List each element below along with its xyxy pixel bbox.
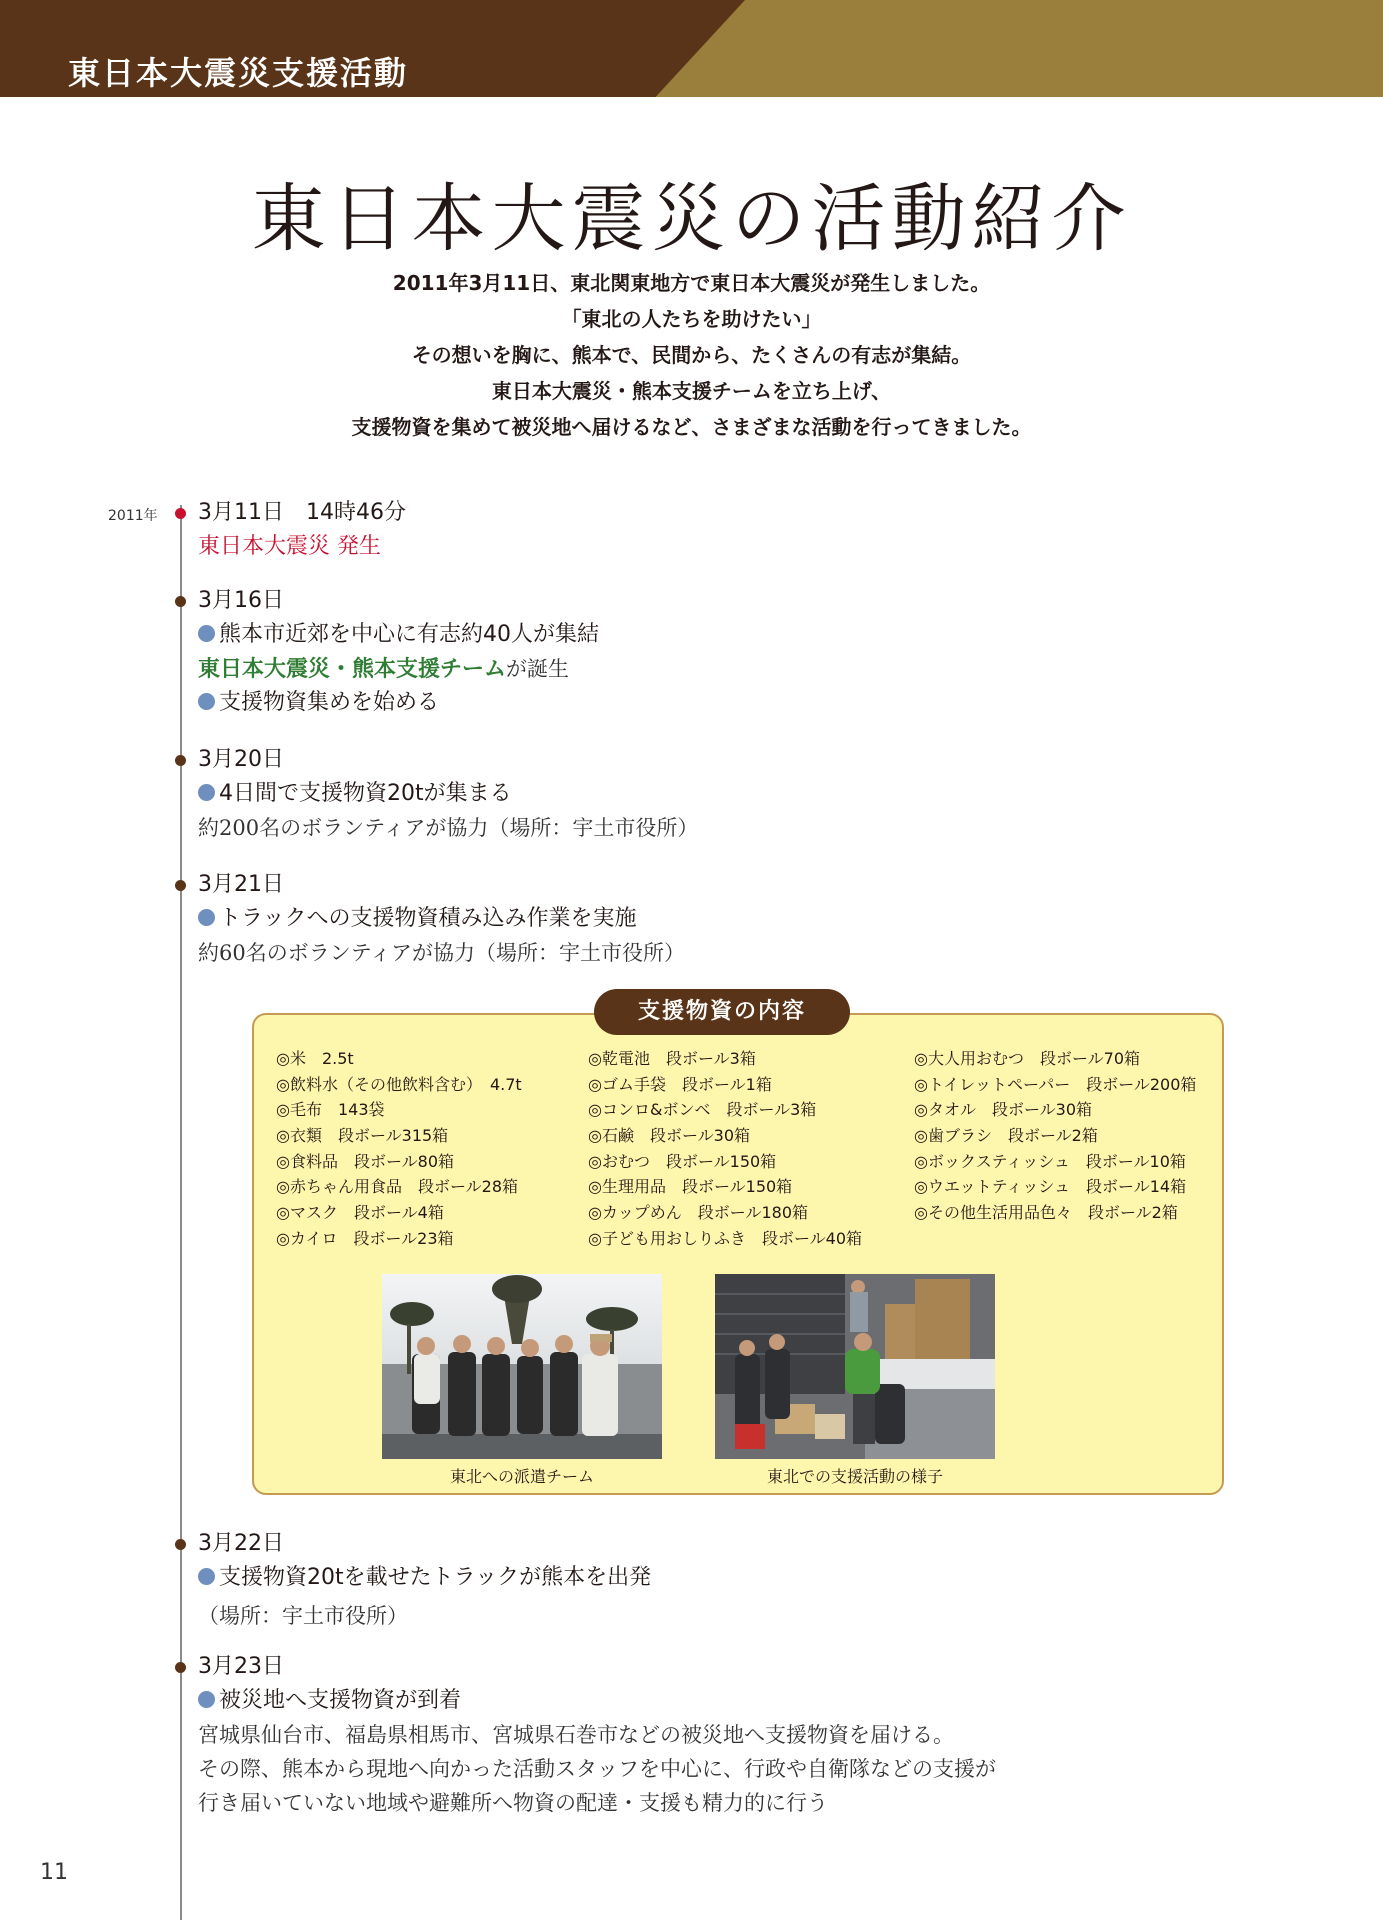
team-photo xyxy=(382,1274,662,1459)
event-date: 3月11日 14時46分 xyxy=(198,500,406,525)
supply-item: ◎大人用おむつ 段ボール70箱 xyxy=(914,1049,1141,1068)
supply-item: ◎子ども用おしりふき 段ボール40箱 xyxy=(588,1228,863,1248)
bullet-icon xyxy=(198,625,215,642)
event-note: 行き届いていない地域や避難所へ物資の配達・支援も精力的に行う xyxy=(198,1791,828,1815)
photo-caption: 東北での支援活動の様子 xyxy=(766,1467,943,1486)
event-note: （場所：宇土市役所） xyxy=(198,1604,408,1628)
event-note: 約200名のボランティアが協力（場所：宇土市役所） xyxy=(198,816,699,840)
supplies-column-2 xyxy=(588,1046,862,1252)
timeline-line xyxy=(180,505,182,1920)
intro-line: 2011年3月11日、東北関東地方で東日本大震災が発生しました。 xyxy=(392,271,991,295)
supply-item: ◎マスク 段ボール4箱 xyxy=(276,1203,444,1223)
bullet-icon xyxy=(198,909,215,926)
intro-line: 支援物資を集めて被災地へ届けるなど、さまざまな活動を行ってきました。 xyxy=(351,415,1032,439)
bullet-icon xyxy=(198,1691,215,1708)
supply-item: ◎毛布 143袋 xyxy=(276,1100,385,1120)
supplies-column-1 xyxy=(276,1046,522,1252)
bullet-icon xyxy=(198,784,215,801)
supply-item: ◎タオル 段ボール30箱 xyxy=(914,1100,1093,1120)
supply-item: ◎ウエットティッシュ 段ボール14箱 xyxy=(914,1177,1187,1197)
event-date: 3月21日 xyxy=(198,872,284,897)
supply-item: ◎乾電池 段ボール3箱 xyxy=(588,1049,756,1068)
event-note: 宮城県仙台市、福島県相馬市、宮城県石巻市などの被災地へ支援物資を届ける。 xyxy=(198,1723,954,1747)
intro-line: 「東北の人たちを助けたい」 xyxy=(561,307,822,331)
supply-item: ◎赤ちゃん用食品 段ボール28箱 xyxy=(276,1177,519,1197)
event-date: 3月22日 xyxy=(198,1531,284,1556)
intro-text xyxy=(0,265,1383,445)
event-item: 被災地へ支援物資が到着 xyxy=(198,1684,996,1718)
supply-item: ◎ゴム手袋 段ボール1箱 xyxy=(588,1074,772,1094)
intro-line: 東日本大震災・熊本支援チームを立ち上げ、 xyxy=(491,379,892,403)
supply-item: ◎おむつ 段ボール150箱 xyxy=(588,1151,777,1171)
timeline-dot xyxy=(175,508,186,519)
supply-item: ◎食料品 段ボール80箱 xyxy=(276,1151,455,1171)
section-title: 東日本大震災支援活動 xyxy=(68,54,409,92)
photo-caption: 東北への派遣チーム xyxy=(449,1467,594,1486)
timeline-dot xyxy=(175,1662,186,1673)
intro-line: その想いを胸に、熊本で、民間から、たくさんの有志が集結。 xyxy=(411,343,972,367)
timeline-dot xyxy=(175,1539,186,1550)
supply-item: ◎ボックスティッシュ 段ボール10箱 xyxy=(914,1151,1186,1171)
event-0311 xyxy=(198,496,406,564)
event-item: 支援物資20tを載せたトラックが熊本を出発 xyxy=(198,1561,651,1595)
bullet-icon xyxy=(198,693,215,710)
event-headline: 東日本大震災 発生 xyxy=(198,534,381,559)
event-date: 3月23日 xyxy=(198,1654,284,1679)
timeline-dot xyxy=(175,755,186,766)
event-item: トラックへの支援物資積み込み作業を実施 xyxy=(198,902,685,936)
event-note: 約60名のボランティアが協力（場所：宇土市役所） xyxy=(198,941,686,965)
supply-item: ◎トイレットペーパー 段ボール200箱 xyxy=(914,1074,1197,1094)
supply-item: ◎石鹸 段ボール30箱 xyxy=(588,1126,751,1146)
supply-item: ◎米 2.5t xyxy=(276,1049,354,1068)
bullet-icon xyxy=(198,1568,215,1585)
supply-item: ◎コンロ&ボンベ 段ボール3箱 xyxy=(588,1100,817,1120)
event-0316 xyxy=(198,584,599,720)
team-line: 東日本大震災・熊本支援チームが誕生 xyxy=(198,657,570,682)
supplies-column-3 xyxy=(914,1046,1196,1226)
supply-item: ◎カップめん 段ボール180箱 xyxy=(588,1203,809,1223)
event-0320 xyxy=(198,743,698,845)
supply-item: ◎その他生活用品色々 段ボール2箱 xyxy=(914,1203,1178,1223)
event-0323 xyxy=(198,1650,996,1820)
page-number: 11 xyxy=(40,1860,68,1885)
supply-item: ◎カイロ 段ボール23箱 xyxy=(276,1228,454,1248)
timeline-dot xyxy=(175,880,186,891)
supply-item: ◎歯ブラシ 段ボール2箱 xyxy=(914,1126,1098,1146)
event-0322 xyxy=(198,1527,651,1633)
event-item: 熊本市近郊を中心に有志約40人が集結 xyxy=(198,618,599,652)
timeline-dot xyxy=(175,596,186,607)
timeline-year: 2011年 xyxy=(108,508,158,524)
supply-item: ◎衣類 段ボール315箱 xyxy=(276,1126,449,1146)
supply-item: ◎生理用品 段ボール150箱 xyxy=(588,1177,793,1197)
event-date: 3月20日 xyxy=(198,747,284,772)
supply-item: ◎飲料水（その他飲料含む） 4.7t xyxy=(276,1074,522,1094)
event-item: 4日間で支援物資20tが集まる xyxy=(198,777,698,811)
team-name: 東日本大震災・熊本支援チーム xyxy=(198,657,507,682)
event-date: 3月16日 xyxy=(198,588,284,613)
page-title: 東日本大震災の活動紹介 xyxy=(251,176,1132,262)
event-0321 xyxy=(198,868,685,970)
supplies-title: 支援物資の内容 xyxy=(594,989,850,1035)
event-note: その際、熊本から現地へ向かった活動スタッフを中心に、行政や自衛隊などの支援が xyxy=(198,1757,996,1781)
activity-photo xyxy=(715,1274,995,1459)
event-item: 支援物資集めを始める xyxy=(198,686,599,720)
